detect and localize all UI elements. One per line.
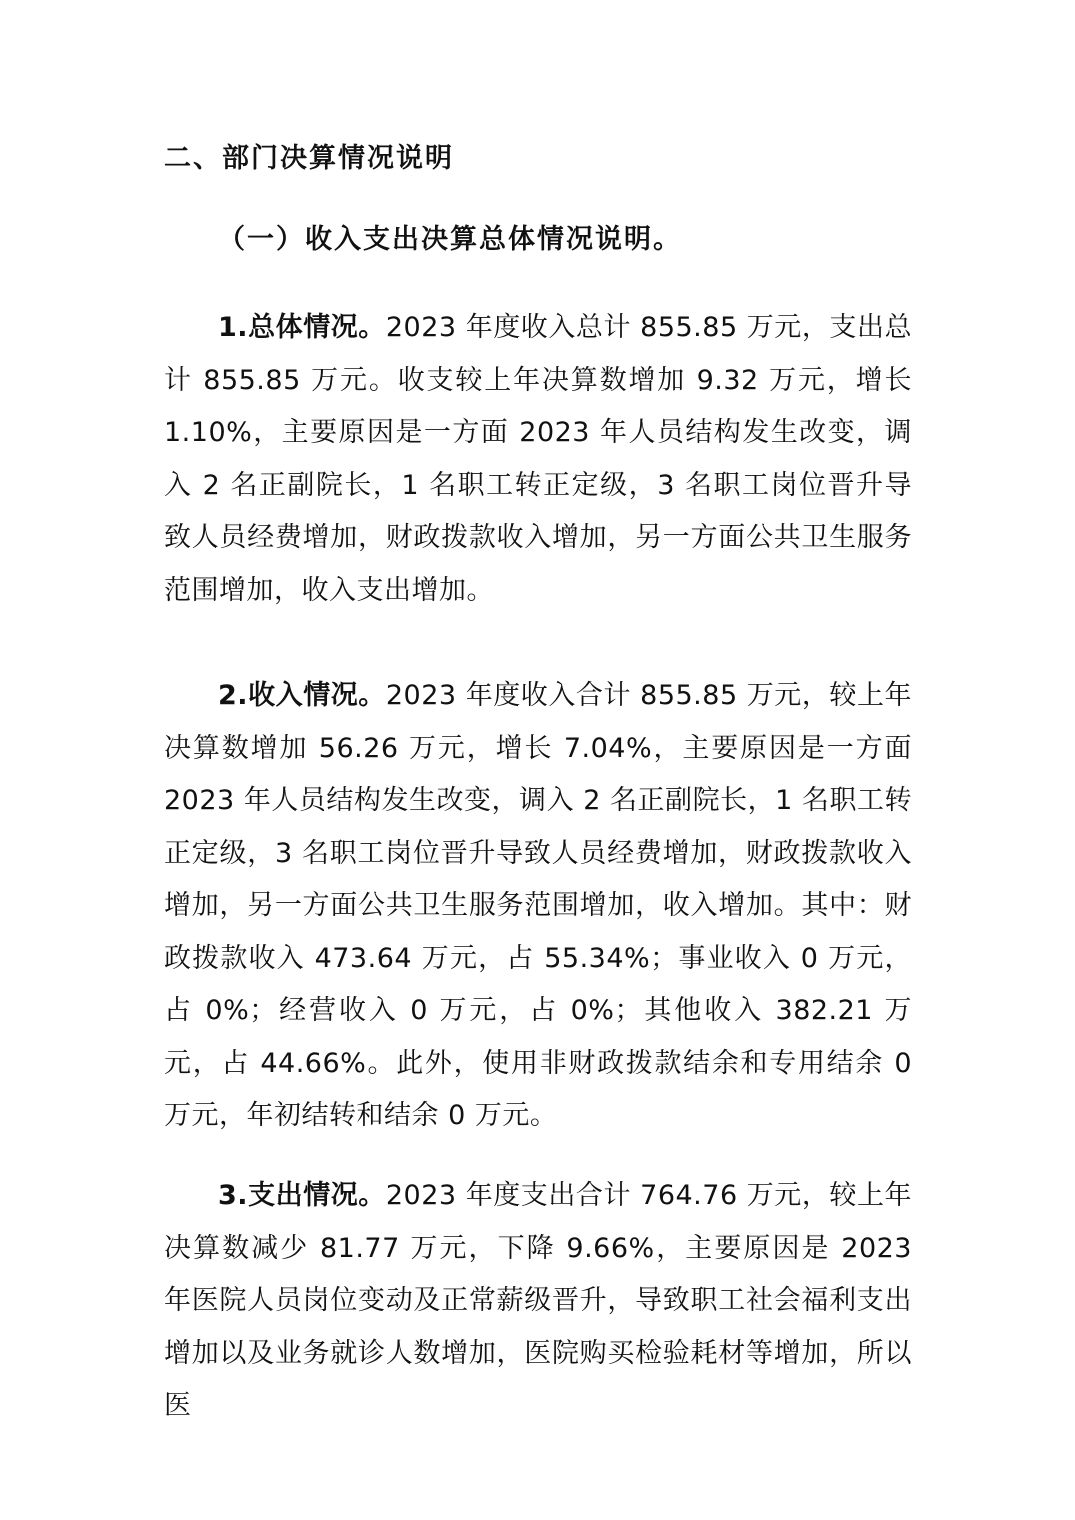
paragraph-text: 2023 年度支出合计 764.76 万元，较上年决算数减少 81.77 万元，下降 9.66%，主要原因是 2023 年医院人员岗位变动及正常薪级晋升，导致职工社会福利支出增加以及业务就诊人数增加，医院购买检验耗材等增加，所以医 bbox=[164, 1180, 913, 1421]
paragraph-overall bbox=[164, 302, 912, 617]
paragraph-income bbox=[164, 670, 912, 1143]
paragraph-text: 2023 年度收入合计 855.85 万元，较上年决算数增加 56.26 万元，增长 7.04%，主要原因是一方面 2023 年人员结构发生改变，调入 2 名正副院长，1 名职工转正定级，3 名职工岗位晋升导致人员经费增加，财政拨款收入增加，另一方面公共卫生服务范围增加，收入增加。其中：财政拨款收入 473.64 万元，占 55.34%；事业收入 0 万元，占 0%；经营收入 0 万元，占 0%；其他收入 382.21 万元，占 44.66%。此外，使用非财政拨款结余和专用结余 0 万元，年初结转和结余 0 万元。 bbox=[164, 680, 913, 1131]
paragraph-text: 2023 年度收入总计 855.85 万元，支出总计 855.85 万元。收支较上年决算数增加 9.32 万元，增长 1.10%，主要原因是一方面 2023 年人员结构发生改变，调入 2 名正副院长，1 名职工转正定级，3 名职工岗位晋升导致人员经费增加，财政拨款收入增加，另一方面公共卫生服务范围增加，收入支出增加。 bbox=[164, 312, 913, 606]
paragraph-lead: 3.支出情况。 bbox=[218, 1180, 386, 1211]
paragraph-expenditure bbox=[164, 1170, 912, 1433]
paragraph-lead: 2.收入情况。 bbox=[218, 680, 386, 711]
subsection-heading: （一）收入支出决算总体情况说明。 bbox=[218, 224, 682, 255]
paragraph-lead: 1.总体情况。 bbox=[218, 312, 386, 343]
section-heading: 二、部门决算情况说明 bbox=[164, 143, 454, 174]
